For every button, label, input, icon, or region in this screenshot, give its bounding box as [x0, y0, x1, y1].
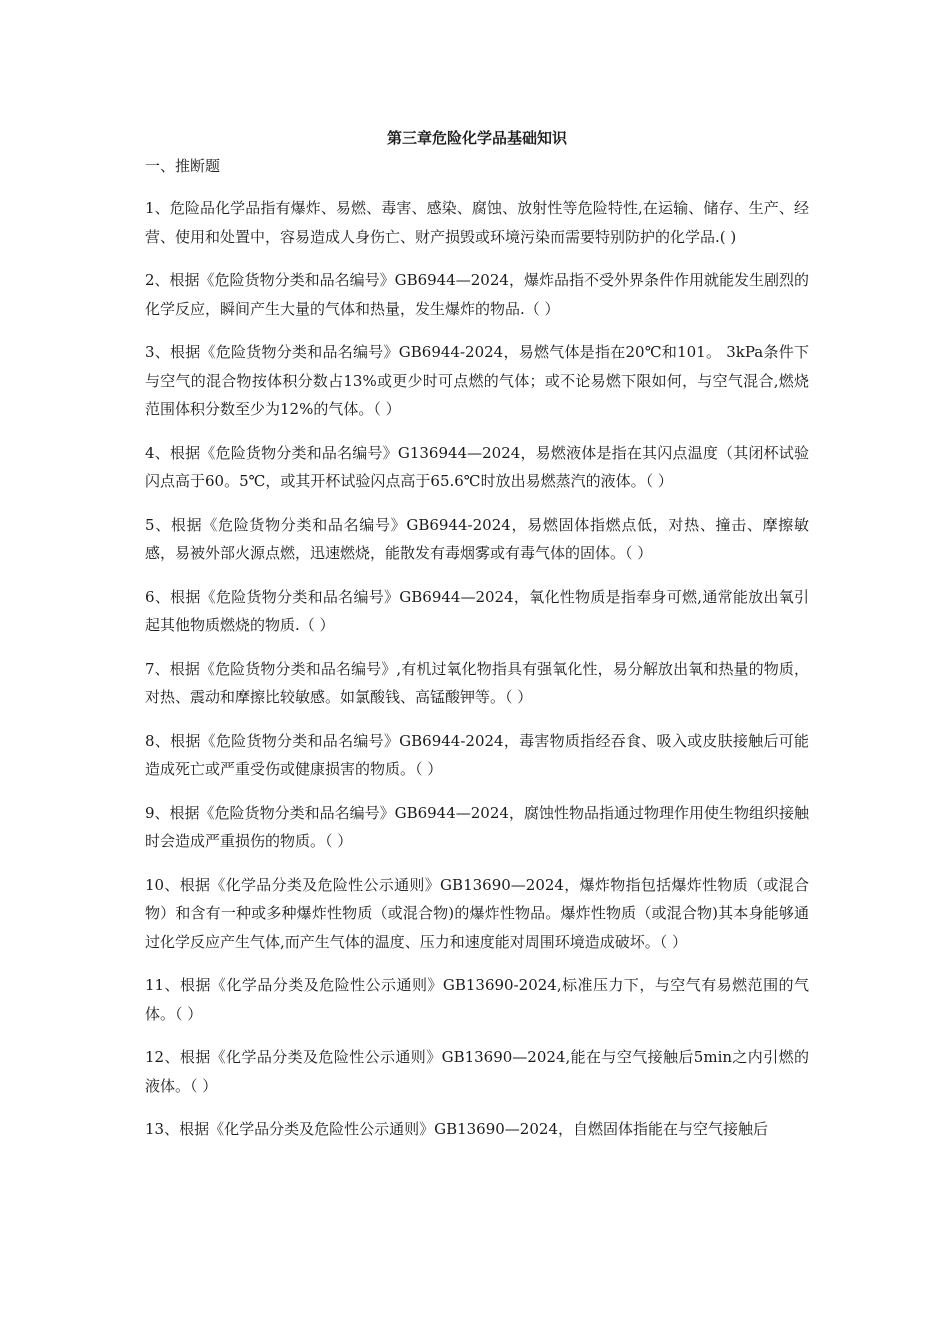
question-12: 12、根据《化学品分类及危险性公示通则》GB13690—2024,能在与空气接触后5min之内引燃的液体。（ ）	[145, 1048, 809, 1095]
question-5: 5、根据《危险货物分类和品名编号》GB6944-2024，易燃固体指燃点低，对热、撞击、摩擦敏感，易被外部火源点燃，迅速燃烧，能散发有毒烟雾或有毒气体的固体。（ ）	[145, 515, 809, 562]
section-heading: 一、推断题	[145, 157, 221, 175]
question-6: 6、根据《危险货物分类和品名编号》GB6944—2024，氧化性物质是指奉身可燃,通常能放出氧引起其他物质燃烧的物质.（ ）	[145, 587, 809, 634]
question-9: 9、根据《危险货物分类和品名编号》GB6944—2024，腐蚀性物品指通过物理作用使生物组织接触时会造成严重损伤的物质。（ ）	[145, 803, 809, 850]
chapter-title: 第三章危险化学品基础知识	[386, 129, 567, 147]
question-8: 8、根据《危险货物分类和品名编号》GB6944-2024，毒害物质指经吞食、吸入或皮肤接触后可能造成死亡或严重受伤或健康损害的物质。（ ）	[145, 731, 809, 778]
question-11: 11、根据《化学品分类及危险性公示通则》GB13690-2024,标准压力下，与空气有易燃范围的气体。（ ）	[145, 976, 809, 1023]
question-7: 7、根据《危险货物分类和品名编号》,有机过氧化物指具有强氧化性，易分解放出氧和热量的物质，对热、震动和摩擦比较敏感。如氯酸钱、高锰酸钾等。（ ）	[145, 659, 809, 706]
question-1: 1、危险品化学品指有爆炸、易燃、毒害、感染、腐蚀、放射性等危险特性,在运输、储存、生产、经营、使用和处置中，容易造成人身伤亡、财产损毁或环境污染而需要特别防护的化学品.( )	[145, 199, 809, 246]
question-3: 3、根据《危险货物分类和品名编号》GB6944-2024，易燃气体是指在20℃和101。 3kPa条件下与空气的混合物按体积分数占13%或更少时可点燃的气体；或不论易燃下限如何，与空气混合,燃烧范围体积分数至少为12%的气体。（ ）	[145, 343, 809, 418]
question-10: 10、根据《化学品分类及危险性公示通则》GB13690—2024，爆炸物指包括爆炸性物质（或混合物）和含有一种或多种爆炸性物质（或混合物)的爆炸性物品。爆炸性物质（或混合物)其本身能够通过化学反应产生气体,而产生气体的温度、压力和速度能对周围环境造成破坏。（ ）	[145, 875, 809, 951]
question-4: 4、根据《危险货物分类和品名编号》G136944—2024，易燃液体是指在其闪点温度（其闭杯试验闪点高于60。5℃，或其开杯试验闪点高于65.6℃时放出易燃蒸汽的液体。（ ）	[145, 443, 809, 490]
question-2: 2、根据《危险货物分类和品名编号》GB6944—2024，爆炸品指不受外界条件作用就能发生剧烈的化学反应，瞬间产生大量的气体和热量，发生爆炸的物品.（ ）	[145, 271, 809, 318]
question-13: 13、根据《化学品分类及危险性公示通则》GB13690—2024，自燃固体指能在与空气接触后	[145, 1120, 768, 1138]
document-page	[145, 124, 809, 1159]
